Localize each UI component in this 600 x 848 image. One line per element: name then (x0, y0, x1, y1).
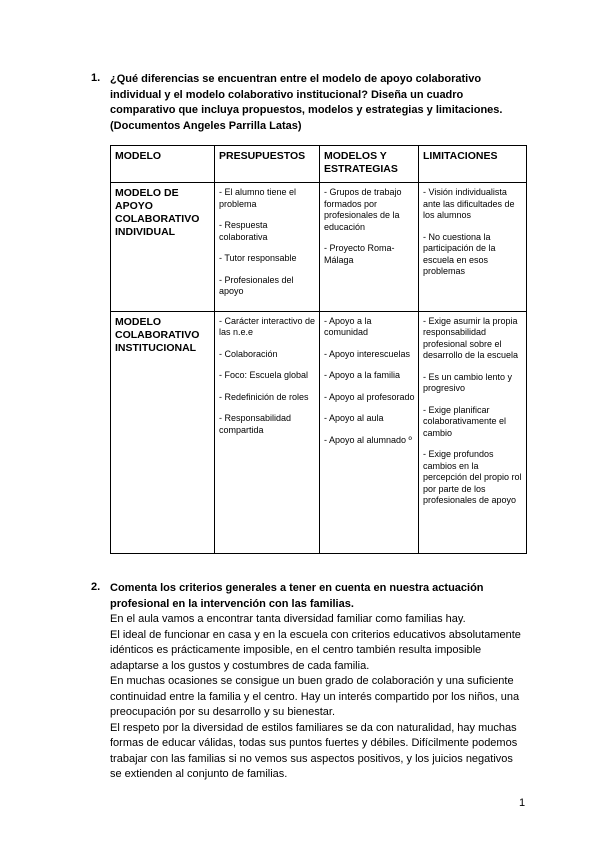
estrategias-cell (320, 183, 419, 312)
list-item: - Apoyo al alumnado º (324, 434, 412, 445)
answer-line: continuidad entre la familia y el centro. Hay un interés compartido por los niños, una (110, 690, 520, 703)
header-modelo: MODELO (111, 146, 215, 183)
limitaciones-cell (419, 183, 527, 312)
question-1-number: 1. (91, 72, 101, 84)
model-name-institucional: MODELO COLABORATIVO INSTITUCIONAL (111, 311, 215, 553)
question-2-line: profesional en la intervención con las familias. (110, 597, 354, 610)
question-1-line: ¿Qué diferencias se encuentran entre el modelo de apoyo colaborativo (110, 73, 482, 85)
question-1-line: (Documentos Angeles Parrilla Latas) (110, 119, 302, 132)
question-1-line: individual y el modelo colaborativo institucional? Diseña un cuadro (110, 88, 464, 101)
answer-line: preocupación por su desarrollo y su bienestar. (110, 706, 336, 718)
question-2-heading (110, 581, 484, 612)
answer-line: formas de educar válidas, todas sus puntos fuertes y débiles. Difícilmente podemos (110, 737, 518, 749)
answer-line: trabajar con las familias si no vemos sus aspectos positivos, y los juicios negativos (110, 752, 513, 765)
list-item: - Apoyo a la familia (324, 370, 401, 380)
list-item: - Foco: Escuela global (219, 370, 309, 380)
table-header-row (111, 146, 527, 183)
list-item: - Visión individualista ante las dificultades de los alumnos (423, 187, 515, 220)
page-number: 1 (519, 797, 526, 809)
table-row (111, 311, 527, 553)
list-item: - Apoyo a la comunidad (324, 315, 372, 337)
answer-line: idénticos es prácticamente imposible, en el centro también resulta imposible (110, 644, 482, 656)
header-limitaciones: LIMITACIONES (419, 146, 527, 183)
list-item: - Respuesta colaborativa (219, 220, 268, 242)
list-item: - Exige profundos cambios en la percepción del propio rol por parte de los profesionales de apoyo (423, 449, 522, 505)
list-item: - Exige asumir la propia responsabilidad profesional sobre el desarrollo de la escuela (423, 315, 519, 360)
question-2-line: Comenta los criterios generales a tener en cuenta en nuestra actuación (110, 582, 484, 594)
answer-line: El ideal de funcionar en casa y en la escuela con criterios educativos absolutamente (110, 628, 521, 641)
limitaciones-cell (419, 311, 527, 553)
estrategias-cell (320, 311, 419, 553)
list-item: - Apoyo al profesorado (324, 391, 415, 402)
answer-line: adaptarse a los gustos y costumbres de cada familia. (110, 659, 370, 672)
list-item: - Apoyo al aula (324, 413, 384, 423)
list-item: - Profesionales del apoyo (219, 274, 294, 296)
presupuestos-cell (215, 183, 320, 312)
question-2-number: 2. (91, 581, 101, 593)
table-row (111, 183, 527, 312)
answer-line: El respeto por la diversidad de estilos familiares se da con naturalidad, hay muchas (110, 721, 517, 734)
list-item: - Colaboración (219, 348, 278, 359)
list-item: - Proyecto Roma-Málaga (324, 243, 395, 265)
question-1-line: comparativo que incluya propuestos, modelos y estrategias y limitaciones. (110, 104, 503, 116)
list-item: - No cuestiona la participación de la escuela en esos problemas (423, 231, 496, 276)
list-item: - Apoyo interescuelas (324, 348, 411, 359)
list-item: - Exige planificar colaborativamente el cambio (423, 404, 507, 438)
list-item: - El alumno tiene el problema (219, 187, 297, 209)
list-item: - Tutor responsable (219, 253, 297, 263)
comparison-table (110, 145, 527, 554)
answer-line: En el aula vamos a encontrar tanta diversidad familiar como familias hay. (110, 613, 466, 625)
answer-line: En muchas ocasiones se consigue un buen grado de colaboración y una suficiente (110, 675, 514, 687)
list-item: - Es un cambio lento y progresivo (423, 371, 513, 393)
question-1-heading (110, 72, 502, 134)
model-name-individual: MODELO DE APOYO COLABORATIVO INDIVIDUAL (111, 183, 215, 312)
answer-line: se extienden al conjunto de familias. (110, 768, 288, 780)
list-item: - Redefinición de roles (219, 391, 309, 402)
presupuestos-cell (215, 311, 320, 553)
answer-body (110, 612, 521, 783)
header-presupuestos: PRESUPUESTOS (215, 146, 320, 183)
list-item: - Grupos de trabajo formados por profesionales de la educación (324, 187, 402, 232)
header-modelos-estrategias: MODELOS Y ESTRATEGIAS (320, 146, 419, 183)
list-item: - Carácter interactivo de las n.e.e (219, 315, 316, 337)
list-item: - Responsabilidad compartida (219, 413, 292, 435)
